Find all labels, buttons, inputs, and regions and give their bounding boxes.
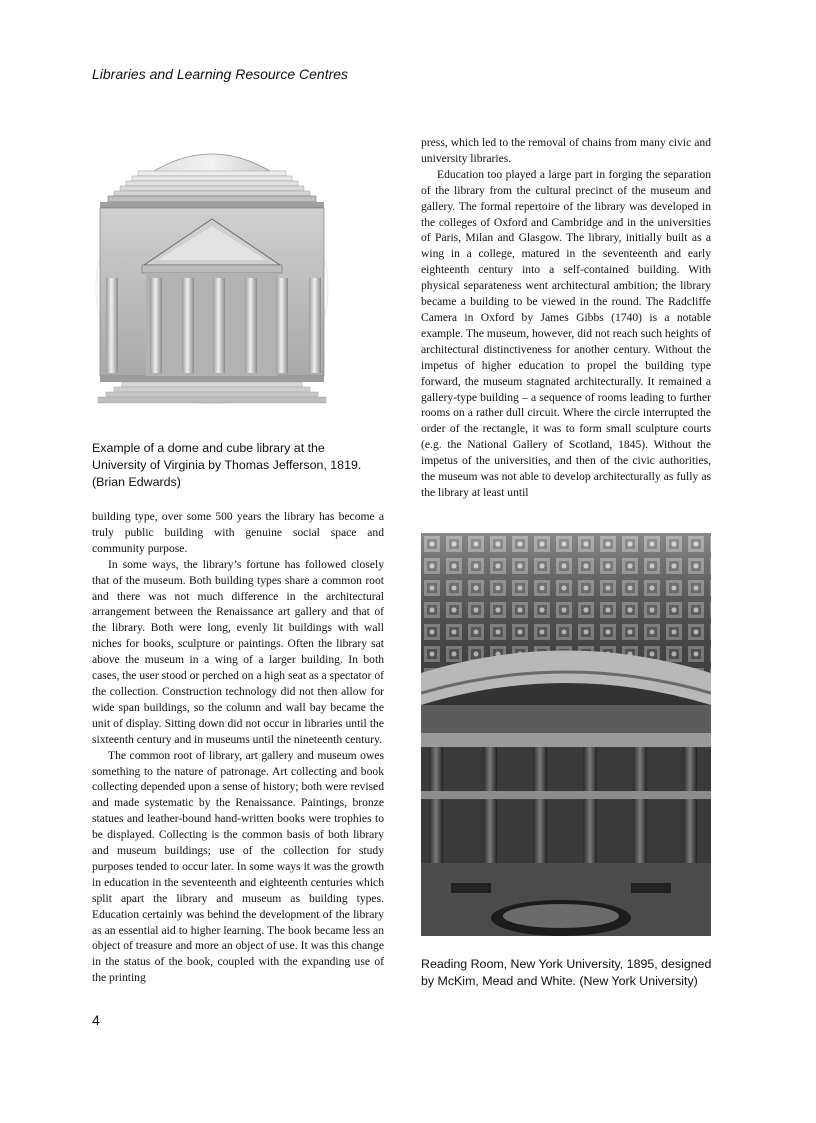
paragraph: building type, over some 500 years the library has become a truly public building with genuine social space and community purpose. xyxy=(92,510,384,555)
paragraph: In some ways, the library’s fortune has followed closely that of the museum. Both building types share a common root and there was not much difference in the architectural arrangement between the Renaissance art gallery and that of the library. Both were long, evenly lit buildings with wall niches for books, sculpture or paintings. Often the library sat above the museum in a wing of a larger building. In both cases, the user stood or perched on a high seat as a spectator of the collection. Construction technology did not then allow for wide span buildings, so the column and wall bay became the unit of display. Sitting down did not occur in libraries until the sixteenth century and in museums until the nineteenth century. xyxy=(92,557,384,746)
right-text-column xyxy=(421,135,711,501)
page-number: 4 xyxy=(92,1012,100,1028)
running-head: Libraries and Learning Resource Centres xyxy=(92,66,349,82)
paragraph: press, which led to the removal of chains from many civic and university libraries. xyxy=(421,136,711,165)
figure-caption-reading-room: Reading Room, New York University, 1895, designed by McKim, Mead and White. (New York University) xyxy=(421,957,712,988)
paragraph: The common root of library, art gallery and museum owes something to the nature of patronage. Art collecting and book collecting depended upon a sense of history; both were revised and made systematic by the Renaissance. Paintings, bronze statues and leather-bound hand-written books were trophies to be displayed. Collecting is the common basis of both library and museum buildings; use of the collection for study purposes tended to occur later. In some ways it was the growth in education in the seventeenth and eighteenth centuries which split apart the library and museum as building types. Education certainly was behind the development of the library as an essential aid to higher learning. The book became less an object of treasure and more an object of use. It was this change in the status of the book, coupled with the expanding use of the printing xyxy=(92,748,384,985)
figure-caption-dome-library: Example of a dome and cube library at the University of Virginia by Thomas Jefferson, 1819. (Brian Edwards) xyxy=(92,441,362,489)
reading-room-photograph xyxy=(421,533,711,936)
dome-library-illustration xyxy=(92,133,332,425)
left-text-column xyxy=(92,509,384,986)
paragraph: Education too played a large part in forging the separation of the library from the cultural precinct of the museum and gallery. The formal repertoire of the library was developed in the colleges of Oxford and Cambridge and in the universities of Paris, Milan and Glasgow. The library, initially built as a wing in a college, matured in the seventeenth and early eighteenth century into a self-contained building. With physical separateness went architectural ambition; the library became a building to be viewed in the round. The Radcliffe Camera in Oxford by James Gibbs (1740) is a notable example. The museum, however, did not reach such heights of architectural distinctiveness for another century. Without the impetus of higher education to propel the building type forward, the museum stagnated architecturally. It remained a gallery-type building – a sequence of rooms leading to further rooms on a rather dull circuit. Where the circle interrupted the order of the rectangle, it was to form small sculpture courts (e.g. the National Gallery of Scotland, 1845). Without the impetus of the universities, and then of the civic authorities, the museum was not able to develop architecturally as fully as the library at least until xyxy=(421,167,711,499)
